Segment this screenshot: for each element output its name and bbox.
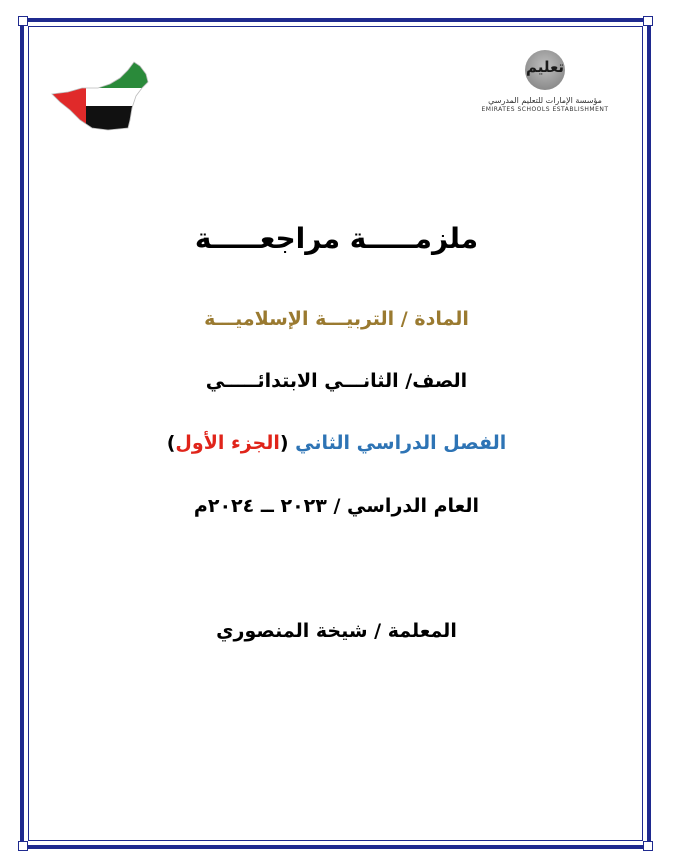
academic-year-line: العام الدراسي / ٢٠٢٣ ــ ٢٠٢٤م [193,495,480,517]
uae-map-flag-icon [48,58,158,136]
teacher-line: المعلمة / شيخة المنصوري [216,620,457,642]
frame-corner [18,841,28,851]
frame-corner [18,16,28,26]
emirates-schools-logo [470,50,620,130]
grade-line: الصف/ الثانـــي الابتدائـــــي [205,370,468,392]
cover-title: ملزمـــــة مراجعـــــة [194,222,479,255]
semester-part: الجزء الأول [175,432,280,454]
subject-line: المادة / التربيـــة الإسلاميـــة [204,308,469,330]
logo-word: تعليم [525,58,565,76]
frame-corner [643,16,653,26]
logo-org-arabic: مؤسسة الإمارات للتعليم المدرسي [488,96,602,105]
semester-name: الفصل الدراسي الثاني [295,432,507,454]
frame-corner [643,841,653,851]
semester-line: الفصل الدراسي الثاني (الجزء الأول) [166,432,507,454]
logo-org-english: EMIRATES SCHOOLS ESTABLISHMENT [481,106,609,113]
